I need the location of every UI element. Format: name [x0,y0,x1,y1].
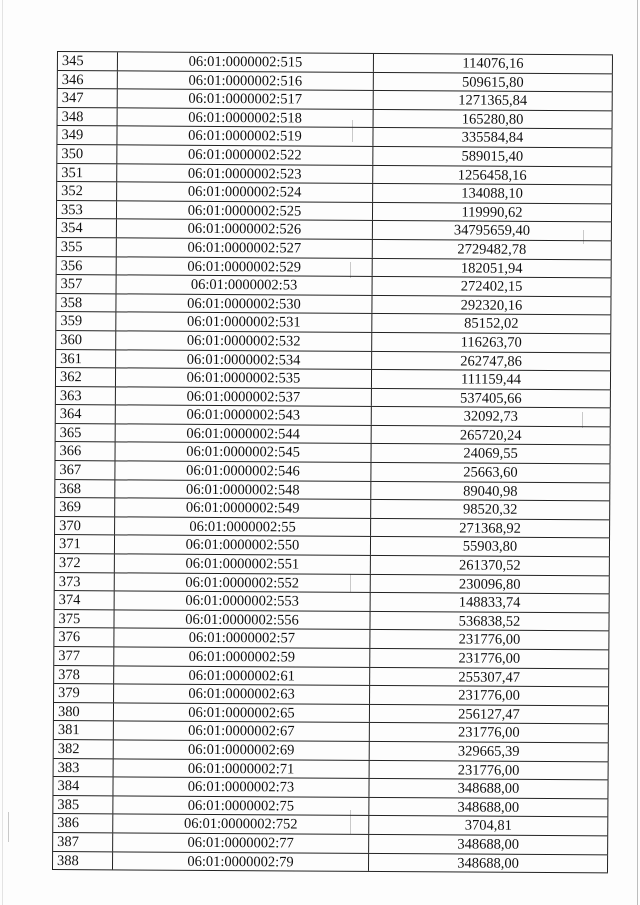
row-number-cell: 360 [56,331,116,349]
cadastral-number-cell: 06:01:0000002:551 [115,554,371,573]
cadastral-number-cell: 06:01:0000002:518 [118,108,374,127]
value-cell: 1271365,84 [374,91,613,110]
row-number-cell: 367 [55,461,115,479]
value-cell: 589015,40 [373,147,612,166]
row-number-cell: 364 [56,405,116,423]
row-number-cell: 387 [53,833,113,851]
value-cell: 537405,66 [372,389,611,408]
row-number-cell: 366 [56,442,116,460]
cadastral-number-cell: 06:01:0000002:55 [115,517,371,536]
row-number-cell: 349 [57,126,117,144]
row-number-cell: 353 [57,201,117,219]
cadastral-number-cell: 06:01:0000002:544 [116,424,372,443]
row-number-cell: 371 [55,535,115,553]
value-cell: 231776,00 [370,723,609,742]
row-number-cell: 362 [56,368,116,386]
cadastral-number-cell: 06:01:0000002:537 [116,387,372,406]
row-number-cell: 352 [57,182,117,200]
row-number-cell: 384 [53,777,113,795]
row-number-cell: 382 [54,740,114,758]
cadastral-number-cell: 06:01:0000002:77 [113,833,369,852]
cadastral-number-cell: 06:01:0000002:69 [114,740,370,759]
value-cell: 119990,62 [373,203,612,222]
cadastral-number-cell: 06:01:0000002:529 [117,257,373,276]
page-right-edge [637,0,638,905]
cadastral-number-cell: 06:01:0000002:532 [116,331,372,350]
cadastral-number-cell: 06:01:0000002:57 [114,629,370,648]
row-number-cell: 375 [54,610,114,628]
cadastral-number-cell: 06:01:0000002:75 [113,796,369,815]
cadastral-number-cell: 06:01:0000002:534 [116,350,372,369]
row-number-cell: 348 [58,108,118,126]
cadastral-number-cell: 06:01:0000002:548 [115,480,371,499]
value-cell: 231776,00 [370,630,609,649]
row-number-cell: 381 [54,721,114,739]
value-cell: 165280,80 [374,110,613,129]
cadastral-number-cell: 06:01:0000002:552 [115,573,371,592]
row-number-cell: 378 [54,666,114,684]
value-cell: 3704,81 [369,816,608,835]
value-cell: 1256458,16 [373,165,612,184]
data-table [52,51,613,874]
value-cell: 256127,47 [370,705,609,724]
row-number-cell: 385 [53,796,113,814]
cadastral-number-cell: 06:01:0000002:556 [114,610,370,629]
value-cell: 231776,00 [370,686,609,705]
cadastral-number-cell: 06:01:0000002:525 [117,201,373,220]
cadastral-number-cell: 06:01:0000002:67 [114,722,370,741]
value-cell: 348688,00 [369,835,608,854]
row-number-cell: 351 [57,164,117,182]
row-number-cell: 379 [54,684,114,702]
value-cell: 262747,86 [372,351,611,370]
value-cell: 25663,60 [371,463,610,482]
value-cell: 116263,70 [372,333,611,352]
row-number-cell: 369 [55,498,115,516]
value-cell: 231776,00 [370,760,609,779]
row-number-cell: 346 [58,71,118,89]
row-number-cell: 350 [57,145,117,163]
row-number-cell: 359 [56,312,116,330]
value-cell: 55903,80 [371,537,610,556]
cadastral-number-cell: 06:01:0000002:524 [117,183,373,202]
cadastral-number-cell: 06:01:0000002:515 [118,52,374,71]
row-number-cell: 374 [55,591,115,609]
value-cell: 111159,44 [372,370,611,389]
value-cell: 509615,80 [374,73,613,92]
value-cell: 261370,52 [371,556,610,575]
cadastral-number-cell: 06:01:0000002:535 [116,368,372,387]
value-cell: 348688,00 [369,853,608,872]
table-row [53,852,608,874]
row-number-cell: 365 [56,424,116,442]
row-number-cell: 372 [55,554,115,572]
cadastral-number-cell: 06:01:0000002:531 [116,313,372,332]
value-cell: 329665,39 [370,742,609,761]
cadastral-number-cell: 06:01:0000002:73 [113,778,369,797]
value-cell: 2729482,78 [373,240,612,259]
row-number-cell: 386 [53,814,113,832]
page-left-edge [2,0,3,905]
row-number-cell: 361 [56,350,116,368]
value-cell: 536838,52 [370,612,609,631]
row-number-cell: 356 [57,257,117,275]
value-cell: 230096,80 [371,575,610,594]
value-cell: 272402,15 [373,277,612,296]
cadastral-number-cell: 06:01:0000002:553 [115,592,371,611]
value-cell: 231776,00 [370,649,609,668]
value-cell: 255307,47 [370,668,609,687]
row-number-cell: 373 [55,573,115,591]
row-number-cell: 388 [53,852,113,870]
value-cell: 134088,10 [373,184,612,203]
row-number-cell: 383 [54,759,114,777]
value-cell: 292320,16 [372,296,611,315]
value-cell: 89040,98 [371,482,610,501]
cadastral-number-cell: 06:01:0000002:530 [116,294,372,313]
row-number-cell: 368 [55,480,115,498]
cadastral-number-cell: 06:01:0000002:527 [117,238,373,257]
row-number-cell: 363 [56,387,116,405]
cadastral-number-cell: 06:01:0000002:519 [117,127,373,146]
value-cell: 182051,94 [373,258,612,277]
cadastral-number-cell: 06:01:0000002:61 [114,666,370,685]
cadastral-number-cell: 06:01:0000002:752 [113,815,369,834]
value-cell: 148833,74 [371,593,610,612]
cadastral-number-cell: 06:01:0000002:549 [115,499,371,518]
value-cell: 85152,02 [372,314,611,333]
value-cell: 34795659,40 [373,221,612,240]
cadastral-number-cell: 06:01:0000002:53 [117,275,373,294]
cadastral-number-cell: 06:01:0000002:550 [115,536,371,555]
row-number-cell: 357 [57,275,117,293]
cadastral-number-cell: 06:01:0000002:546 [115,461,371,480]
value-cell: 348688,00 [369,779,608,798]
cadastral-number-cell: 06:01:0000002:545 [116,443,372,462]
cadastral-number-cell: 06:01:0000002:543 [116,406,372,425]
value-cell: 114076,16 [374,54,613,73]
row-number-cell: 345 [58,52,118,70]
cadastral-number-cell: 06:01:0000002:71 [114,759,370,778]
value-cell: 98520,32 [371,500,610,519]
cadastral-number-cell: 06:01:0000002:65 [114,703,370,722]
scan-artifact-line [8,812,9,842]
cadastral-number-cell: 06:01:0000002:63 [114,685,370,704]
row-number-cell: 376 [54,628,114,646]
cadastral-number-cell: 06:01:0000002:516 [118,71,374,90]
value-cell: 32092,73 [372,407,611,426]
value-cell: 335584,84 [373,128,612,147]
row-number-cell: 355 [57,238,117,256]
row-number-cell: 380 [54,703,114,721]
value-cell: 348688,00 [369,798,608,817]
value-cell: 265720,24 [372,426,611,445]
value-cell: 271368,92 [371,519,610,538]
row-number-cell: 354 [57,219,117,237]
value-cell: 24069,55 [371,444,610,463]
row-number-cell: 370 [55,517,115,535]
row-number-cell: 358 [56,294,116,312]
row-number-cell: 347 [58,89,118,107]
cadastral-number-cell: 06:01:0000002:79 [113,852,369,871]
cadastral-number-cell: 06:01:0000002:523 [117,164,373,183]
cadastral-number-cell: 06:01:0000002:526 [117,220,373,239]
cadastral-number-cell: 06:01:0000002:59 [114,647,370,666]
row-number-cell: 377 [54,647,114,665]
cadastral-number-cell: 06:01:0000002:517 [118,90,374,109]
cadastral-number-cell: 06:01:0000002:522 [117,145,373,164]
